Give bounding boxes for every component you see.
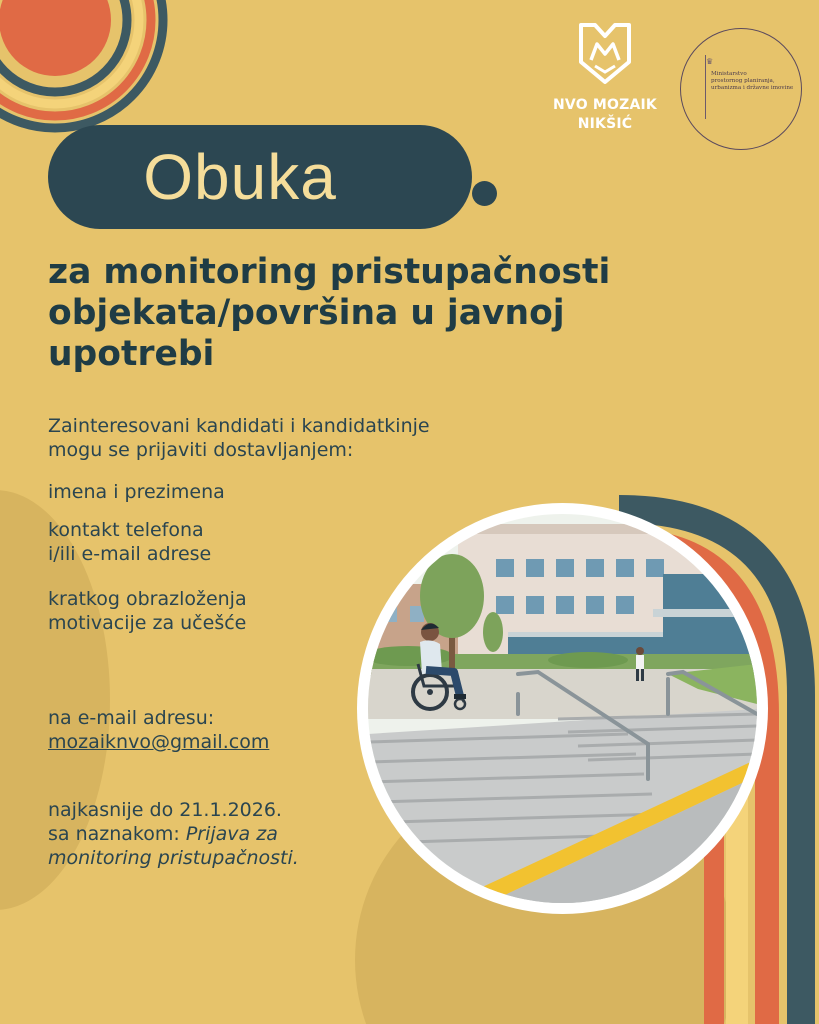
ministry-line1: Ministarstvo <box>711 71 747 77</box>
wheelchair-user-accessibility-scene <box>368 514 757 903</box>
subtitle-line3: upotrebi <box>48 334 215 374</box>
requirement-name: imena i prezimena <box>48 481 225 503</box>
deadline-text <box>48 798 299 870</box>
crest-icon: ♛ <box>706 57 714 66</box>
email-link[interactable]: mozaiknvo@gmail.com <box>48 731 270 753</box>
deadline-line2 <box>48 822 299 846</box>
ministry-line3: urbanizma i državne imovine <box>711 85 794 91</box>
requirement-contact-line2: i/ili e-mail adrese <box>48 543 212 565</box>
page-title: Obuka <box>143 141 337 213</box>
requirement-motivation <box>48 587 247 635</box>
deadline-line3 <box>48 846 299 870</box>
ministry-logo <box>680 28 802 150</box>
illustration-frame <box>357 503 768 914</box>
requirement-contact-line1: kontakt telefona <box>48 519 204 541</box>
subtitle-line2: objekata/površina u javnoj <box>48 293 565 333</box>
deadline-line1: najkasnije do 21.1.2026. <box>48 799 282 821</box>
intro-line2: mogu se prijaviti dostavljanjem: <box>48 439 354 461</box>
mozaik-mask-icon <box>575 22 635 84</box>
intro-text <box>48 414 430 462</box>
requirement-motivation-line2: motivacije za učešće <box>48 612 247 634</box>
ministry-line2: prostornog planiranja, <box>711 78 775 84</box>
intro-line1: Zainteresovani kandidati i kandidatkinje <box>48 415 430 437</box>
mozaik-logo-line1: NVO MOZAIK <box>553 97 657 113</box>
requirement-motivation-line1: kratkog obrazloženja <box>48 588 247 610</box>
mozaik-logo-line2: NIKŠIĆ <box>577 116 633 132</box>
deadline-label-italic2: monitoring pristupačnosti. <box>48 847 299 869</box>
deadline-label-italic: Prijava za <box>185 823 278 845</box>
title-dot <box>472 181 497 206</box>
subtitle <box>48 252 728 375</box>
requirement-contact <box>48 518 211 566</box>
deadline-prefix: sa naznakom: <box>48 823 186 845</box>
ministry-name <box>711 71 797 92</box>
concentric-rings-decoration <box>0 0 170 135</box>
email-label: na e-mail adresu: <box>48 707 215 729</box>
mozaik-logo <box>545 22 665 134</box>
subtitle-line1: za monitoring pristupačnosti <box>48 252 611 292</box>
